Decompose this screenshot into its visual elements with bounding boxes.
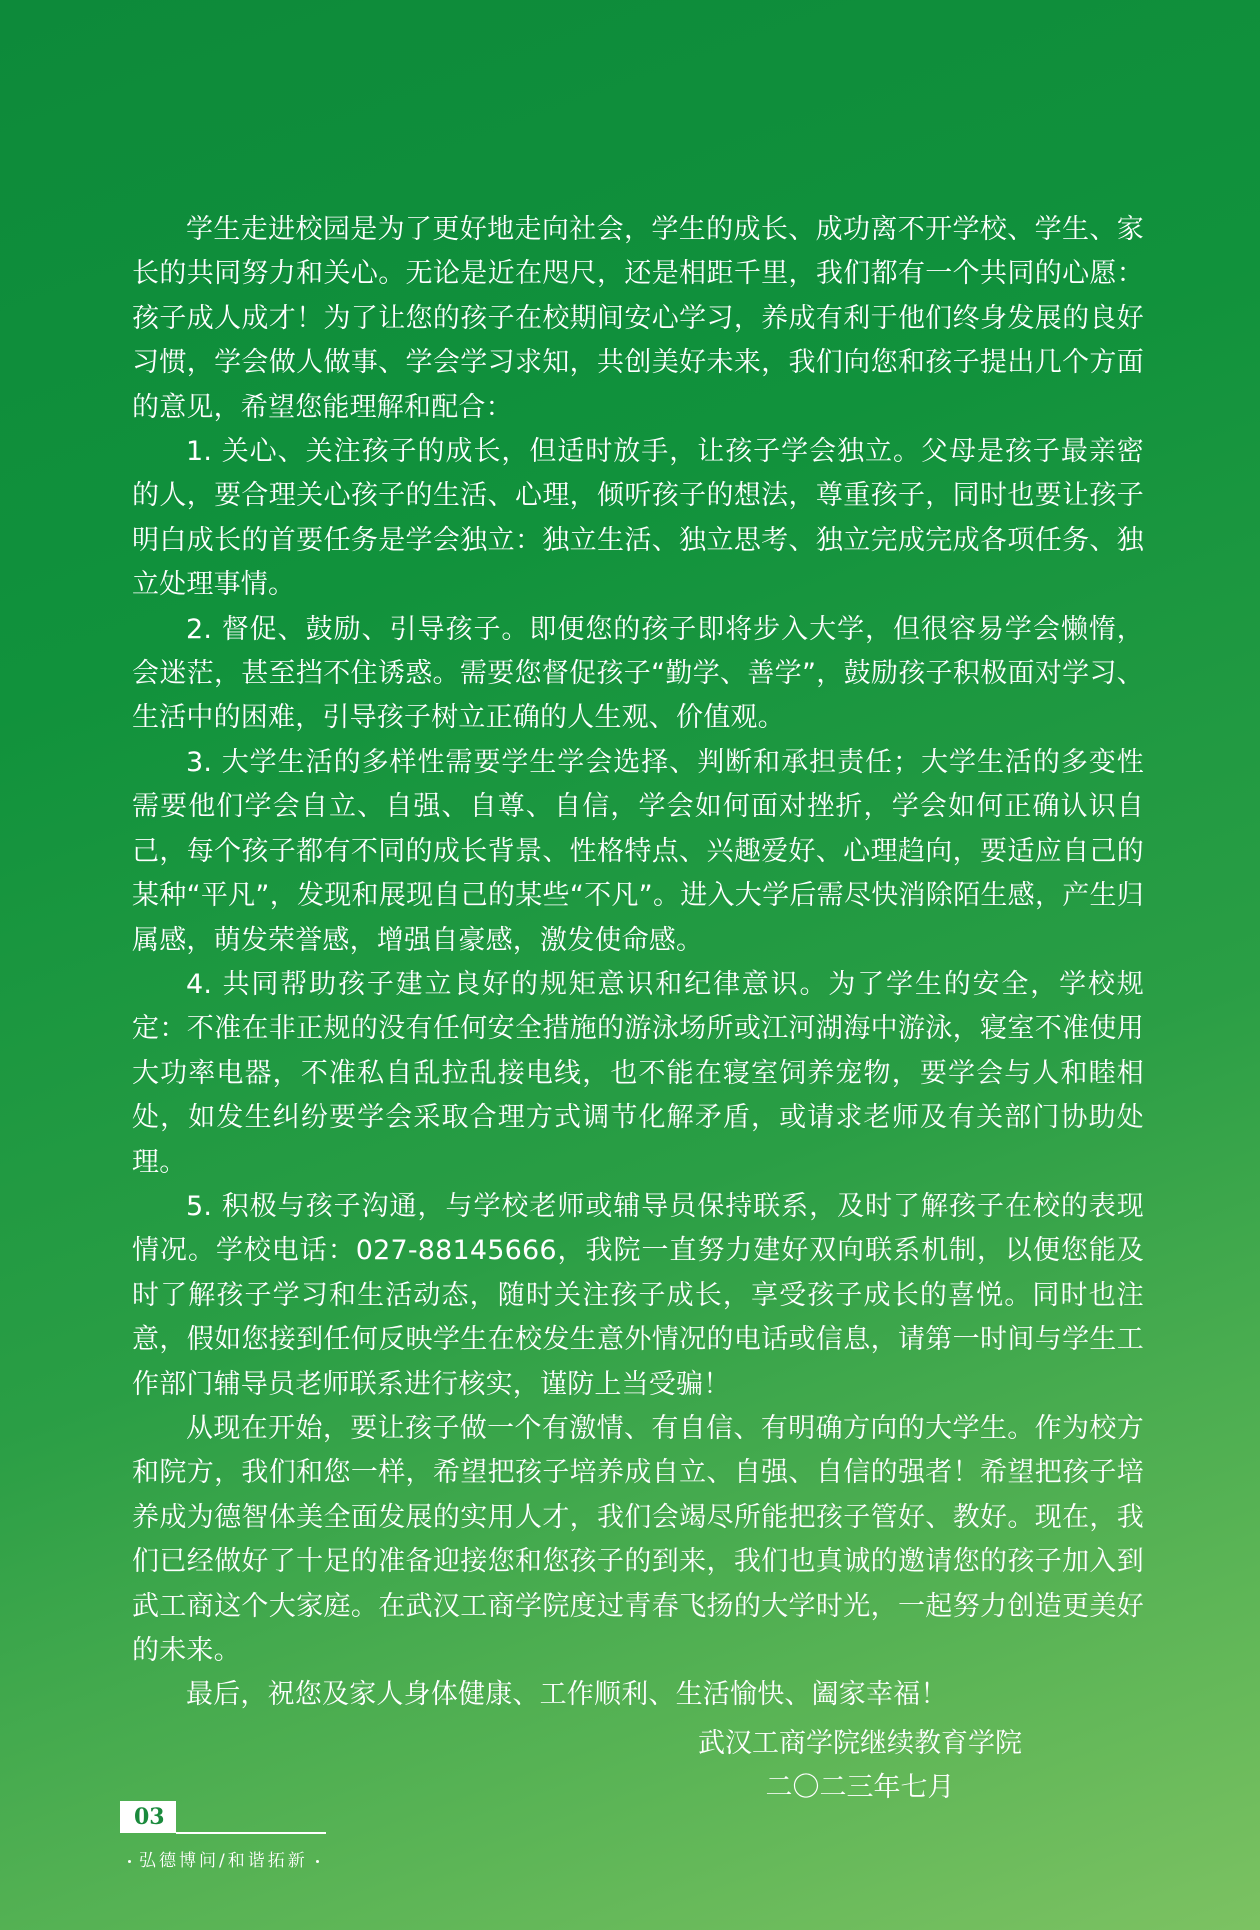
letter-paragraph-intro: 学生走进校园是为了更好地走向社会，学生的成长、成功离不开学校、学生、家长的共同努力和关心。无论是近在咫尺，还是相距千里，我们都有一个共同的心愿：孩子成人成才！为了让您的孩子在校期间安心学习，养成有利于他们终身发展的良好习惯，学会做人做事、学会学习求知，共创美好未来，我们向您和孩子提出几个方面的意见，希望您能理解和配合：: [132, 214, 1144, 423]
dot-icon: [128, 1860, 131, 1863]
letter-paragraph-1: 1. 关心、关注孩子的成长，但适时放手，让孩子学会独立。父母是孩子最亲密的人，要合理关心孩子的生活、心理，倾听孩子的想法，尊重孩子，同时也要让孩子明白成长的首要任务是学会独立：独立生活、独立思考、独立完成完成各项任务、独立处理事情。: [132, 436, 1144, 601]
page-number: 03: [120, 1801, 176, 1833]
letter-paragraph-3: 3. 大学生活的多样性需要学生学会选择、判断和承担责任；大学生活的多变性需要他们学会自立、自强、自尊、自信，学会如何面对挫折，学会如何正确认识自己，每个孩子都有不同的成长背景、性格特点、兴趣爱好、心理趋向，要适应自己的某种“平凡”，发现和展现自己的某些“不凡”。进入大学后需尽快消除陌生感，产生归属感，萌发荣誉感，增强自豪感，激发使命感。: [132, 746, 1144, 956]
dot-icon: [316, 1860, 319, 1863]
letter-paragraph-wishes: 最后，祝您及家人身体健康、工作顺利、生活愉快、阖家幸福！: [186, 1679, 948, 1711]
letter-paragraph-4: 4. 共同帮助孩子建立良好的规矩意识和纪律意识。为了学生的安全，学校规定：不准在非正规的没有任何安全措施的游泳场所或江河湖海中游泳，寝室不准使用大功率电器，不准私自乱拉乱接电线，也不能在寝室饲养宠物，要学会与人和睦相处，如发生纠纷要学会采取合理方式调节化解矛盾，或请求老师及有关部门协助处理。: [132, 968, 1144, 1178]
footer-motto: [120, 1846, 327, 1871]
footer-motto-text: 弘德博问/和谐拓新: [139, 1851, 308, 1871]
letter-paragraph-closing: 从现在开始，要让孩子做一个有激情、有自信、有明确方向的大学生。作为校方和院方，我们和您一样，希望把孩子培养成自立、自强、自信的强者！希望把孩子培养成为德智体美全面发展的实用人才，我们会竭尽所能把孩子管好、教好。现在，我们已经做好了十足的准备迎接您和您孩子的到来，我们也真诚的邀请您的孩子加入到武工商这个大家庭。在武汉工商学院度过青春飞扬的大学时光，一起努力创造更美好的未来。: [132, 1412, 1144, 1666]
letter-body: [132, 208, 1144, 1718]
signature-organization: 武汉工商学院继续教育学院: [698, 1728, 1022, 1759]
signature-date: 二〇二三年七月: [765, 1772, 955, 1803]
letter-paragraph-2: 2. 督促、鼓励、引导孩子。即便您的孩子即将步入大学，但很容易学会懒惰，会迷茫，甚至挡不住诱惑。需要您督促孩子“勤学、善学”，鼓励孩子积极面对学习、生活中的困难，引导孩子树立正确的人生观、价值观。: [132, 613, 1144, 734]
signature-block: [698, 1722, 1022, 1810]
page-number-underline: [176, 1832, 326, 1834]
letter-paragraph-5: 5. 积极与孩子沟通，与学校老师或辅导员保持联系，及时了解孩子在校的表现情况。学校电话：027-88145666，我院一直努力建好双向联系机制，以便您能及时了解孩子学习和生活动态，随时关注孩子成长，享受孩子成长的喜悦。同时也注意，假如您接到任何反映学生在校发生意外情况的电话或信息，请第一时间与学生工作部门辅导员老师联系进行核实，谨防上当受骗！: [132, 1190, 1144, 1400]
